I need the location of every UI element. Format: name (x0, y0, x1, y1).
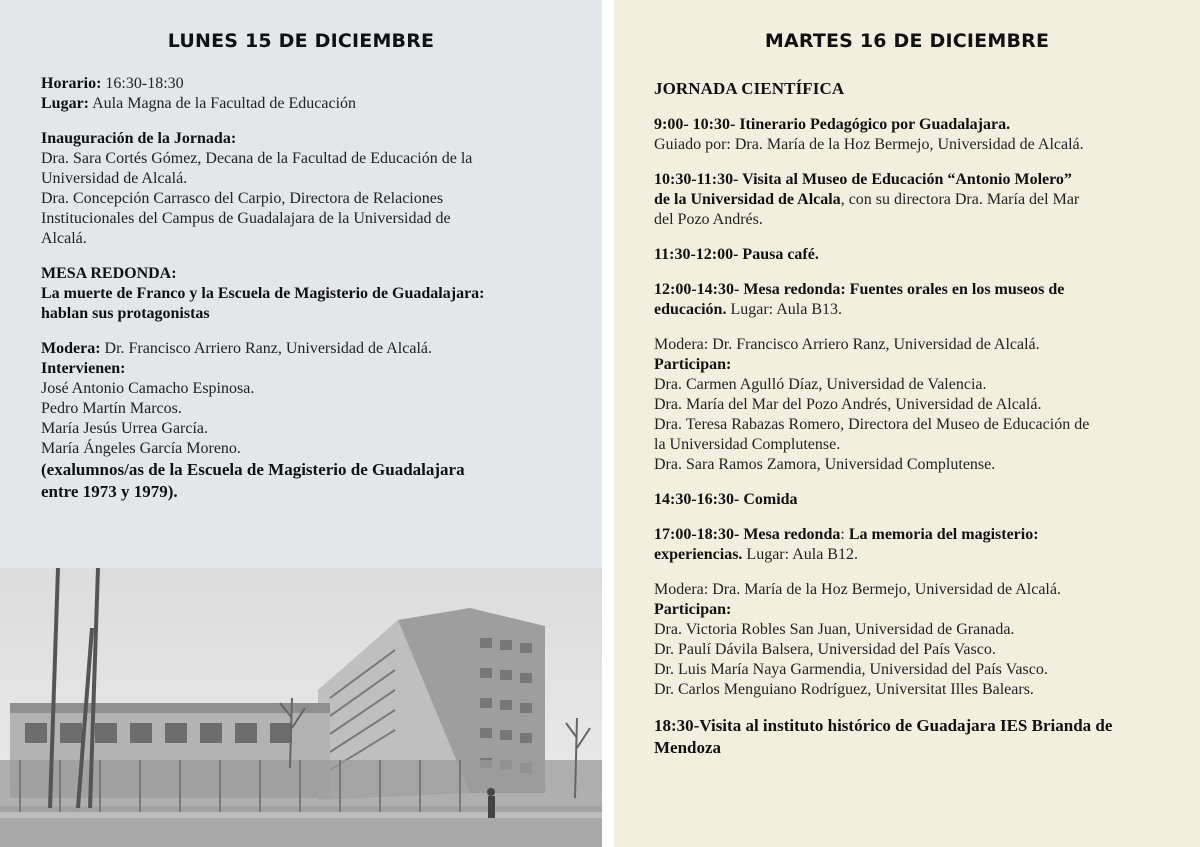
section-title: JORNADA CIENTÍFICA (654, 79, 845, 98)
lugar-label: Lugar: (41, 95, 89, 112)
tuesday-content (654, 78, 1184, 759)
modera-value: Dr. Francisco Arriero Ranz, Universidad de Alcalá. (100, 340, 432, 357)
inauguracion-line: Universidad de Alcalá. (41, 170, 188, 187)
inauguracion-title: Inauguración de la Jornada: (41, 130, 237, 147)
lugar-line (41, 94, 581, 114)
item-itinerario-text: Guiado por: Dra. María de la Hoz Bermejo, Universidad de Alcalá. (654, 136, 1084, 153)
modera-label: Modera: (41, 340, 101, 357)
exalumnos-note: entre 1973 y 1979). (41, 482, 178, 501)
modera-line (41, 339, 581, 359)
speaker: María Jesús Urrea García. (41, 420, 209, 437)
historic-school-building-photo (0, 568, 602, 847)
speaker: María Ángeles García Moreno. (41, 440, 241, 457)
mesa-redonda-subtitle: La muerte de Franco y la Escuela de Magisterio de Guadalajara: (41, 285, 485, 302)
item-visita-instituto: 18:30-Visita al instituto histórico de Guadajara IES Brianda de (654, 716, 1113, 735)
mesa-redonda-subtitle: hablan sus protagonistas (41, 305, 210, 322)
inauguracion-line: Dra. Sara Cortés Gómez, Decana de la Facultad de Educación de la (41, 150, 473, 167)
inauguracion-line: Dra. Concepción Carrasco del Carpio, Directora de Relaciones (41, 190, 444, 207)
participan-label: Participan: (654, 356, 732, 373)
inauguracion-line: Institucionales del Campus de Guadalajara de la Universidad de (41, 210, 451, 227)
participant: Dr. Carlos Menguiano Rodríguez, Universitat Illes Balears. (654, 681, 1034, 698)
participant: la Universidad Complutense. (654, 436, 841, 453)
horario-line (41, 74, 581, 94)
horario-value: 16:30-18:30 (101, 75, 184, 92)
participant: Dra. Sara Ramos Zamora, Universidad Complutense. (654, 456, 996, 473)
item-mesa-fuentes: 12:00-14:30- Mesa redonda: Fuentes orales en los museos de (654, 281, 1065, 298)
inauguracion-line: Alcalá. (41, 230, 87, 247)
modera-line: Modera: Dra. María de la Hoz Bermejo, Universidad de Alcalá. (654, 581, 1061, 598)
participant: Dr. Luis María Naya Garmendia, Universidad del País Vasco. (654, 661, 1048, 678)
participant: Dra. Victoria Robles San Juan, Universidad de Granada. (654, 621, 1015, 638)
item-visita-museo-text: del Pozo Andrés. (654, 211, 763, 228)
item-pausa-cafe: 11:30-12:00- Pausa café. (654, 246, 819, 263)
item-mesa-fuentes: educación. Lugar: Aula B13. (654, 301, 842, 318)
participant: Dra. Teresa Rabazas Romero, Directora del Museo de Educación de (654, 416, 1090, 433)
participant: Dra. María del Mar del Pozo Andrés, Universidad de Alcalá. (654, 396, 1042, 413)
item-visita-instituto: Mendoza (654, 738, 722, 757)
tuesday-panel (614, 0, 1200, 847)
monday-day-title: LUNES 15 DE DICIEMBRE (167, 30, 435, 52)
item-visita-museo: de la Universidad de Alcala, con su directora Dra. María del Mar (654, 191, 1080, 208)
item-itinerario: 9:00- 10:30- Itinerario Pedagógico por Guadalajara. (654, 116, 1011, 133)
horario-label: Horario: (41, 75, 102, 92)
item-mesa-memoria: 17:00-18:30- Mesa redonda: La memoria del magisterio: (654, 526, 1039, 543)
tuesday-day-title: MARTES 16 DE DICIEMBRE (764, 30, 1050, 52)
participant: Dra. Carmen Agulló Díaz, Universidad de Valencia. (654, 376, 987, 393)
monday-content (41, 74, 581, 503)
item-comida: 14:30-16:30- Comida (654, 491, 798, 508)
exalumnos-note: (exalumnos/as de la Escuela de Magisterio de Guadalajara (41, 460, 465, 479)
item-mesa-memoria: experiencias. Lugar: Aula B12. (654, 546, 858, 563)
participan-label: Participan: (654, 601, 732, 618)
item-visita-museo: 10:30-11:30- Visita al Museo de Educación “Antonio Molero” (654, 171, 1072, 188)
participant: Dr. Paulí Dávila Balsera, Universidad del País Vasco. (654, 641, 996, 658)
intervienen-label: Intervienen: (41, 360, 126, 377)
lugar-value: Aula Magna de la Facultad de Educación (89, 95, 357, 112)
speaker: Pedro Martín Marcos. (41, 400, 182, 417)
mesa-redonda-title: MESA REDONDA: (41, 265, 177, 282)
speaker: José Antonio Camacho Espinosa. (41, 380, 255, 397)
modera-line: Modera: Dr. Francisco Arriero Ranz, Universidad de Alcalá. (654, 336, 1040, 353)
